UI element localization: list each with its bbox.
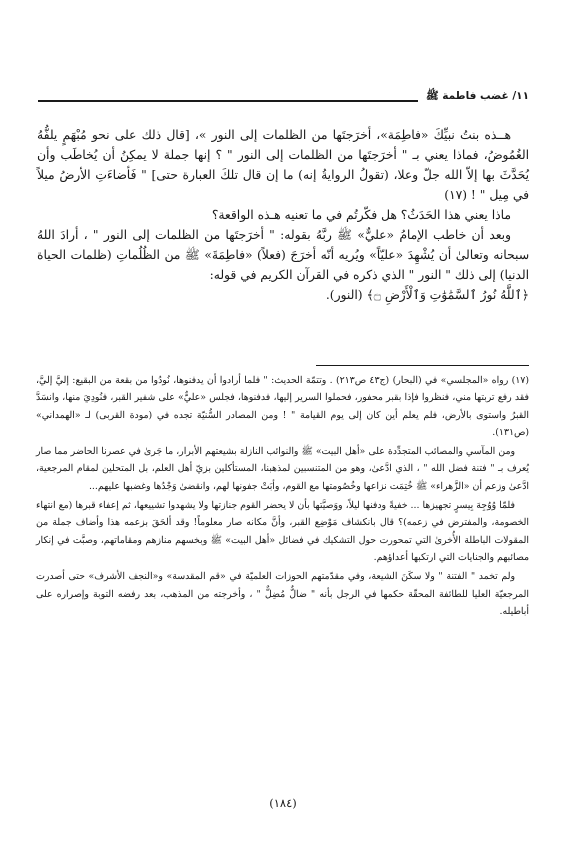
footnote-paragraph: ومن المآسي والمصائب المتجدِّدة على «أهل البيت» ﷺ والنوائب النازلة بشيعتهم الأبرار، ما جَرىٰ في عصرنا الحاضر مما صار يُعرف بـ " فتنة فضل الله " ، الذي ادَّعىٰ، وهو من المتنسبين لمذهبنا، المستأكلين بزيّ أهل العلم، بل المتحلين لمقام المرجعية، ادَّعىٰ وزعم أن «الزَّهراء» ﷺ خُتِمَت نزاعها وخُصُومتها مع القوم، وأبَتْ جفونها لهم، وانقضىٰ وَجْدُها وغضبها عليهم... [36,446,529,492]
body-paragraph: وبعد أن خاطب الإمامُ «عليٌّ» ﷺ ربَّهُ بقوله: " أخرَجتَها من الظلمات إلى النور " ، أرادَ اللهُ سبحانه وتعالىٰ أن يُشْهِدَ «عليّاً» ويُريه أنّه أخرَجَ (فعلاً) «فاطِمَةَ» ﷺ من الظُلُماتِ (ظلمات الحياة الدنيا) إلى ذلك " النور " الذي ذكره في القرآن الكريم في قوله: [37,228,529,282]
footnote-paragraph: ولم تخمد " الفتنة " ولا سكَنَ الشيعة، وفي مقدّمتهم الحوزات العلميّة في «قم المقدسة» و«النجف الأشرف» حتى أصدرت المرجعيّة العليا للطائفة المحقّة حكمها في الرجل بأنه " ضالٌّ مُضِلٌّ " ، وأخرجته من المذهب، بعد رفضه التوبة وإصراره على أباطيله. [36,571,529,617]
chapter-title: ١١/ غضب فاطمة ﷺ [418,90,529,105]
body-paragraph: ماذا يعني هذا الحَدَثُ؟ هل فكّرتُم في ما تعنيه هـذه الواقعة؟ [211,208,511,222]
body-paragraph: هــذه بنتُ نبيِّكَ «فاطِمَة»، أخرَجتَها من الظلمات إلى النور »، [قال ذلك على نحو مُبْهَمٍ يلفُّهُ الغُمُوضُ، فماذا يعني بـ " أخرَجتَها من الظلمات إلى النور " ؟ إنها جملة لا يمكِنُ أن يُخاطَب وأن يُحَدَّثَ بها إلاّ الله جلّ وعلا، (تقولُ الروايةُ إنه) ما إن قال تلكَ العبارة حتى] " فَأضاءَتِ الأرضُ ميلاً في مِيل " ! (١٧) [37,128,529,202]
main-text [37,125,529,305]
footnote-separator [316,365,529,366]
page-number: (١٨٤) [269,796,297,810]
footnote-paragraph: (١٧) رواه «المجلسي» في (البحار) (ج٤٣ ص٢١٣) . وتتمّة الحديث: " فلما أرادوا أن يدفنوها، نُودُوا من بقعة من البقيع: إليَّ إليَّ، فقد رفع تربتها مني، فنظروا فإذا بقبر محفور، فحملوا السرير إليها، فدفنوها، فجلس «عليٌّ» على شفير القبر، فنُودِيَ منها، وانسَدَّ القبرُ واستوى بالأرض، فلم يعلم أين كان إلى يوم القيامة " ! ومن المصادر السُّنيّة تجده في (مودة القربى) لـ «الهمداني» (ص١٣١). [36,375,529,438]
running-header [38,92,529,108]
quran-verse: ﴿ٱللَّهُ نُورُ ٱلسَّمَٰوَٰتِ وَٱلْأَرْضِ ۝﴾ (النور). [325,288,529,302]
footnote-paragraph: فلمّا وُوُجِهَ بِيسرٍ تجهيزها ... خفيةً ودفنها ليلاً، ووَصيَّتها بأن لا يحضر القوم جنازتها ولا يشهدوا تشييعها، ثم إعفاء قبرها (مع انتهاء الخصومة، والمفترض في زعمه)؟ قال بانكشاف مَوْضِع القبر، وأنَّ مكانه صار معلوماً! وقد ألحَقَ بزعمه هذا وأضاف جملة من المقولات الباطلة الأُخرىٰ التي تمحورت حول التشكيك في فضائل «أهل البيت» ﷺ وبخسهم منازهم ومقاماتهم، وصبَّت في إنكار مصائبهم والجنايات التي ارتكبها أعداؤهم. [36,500,529,563]
footnotes [36,372,529,622]
